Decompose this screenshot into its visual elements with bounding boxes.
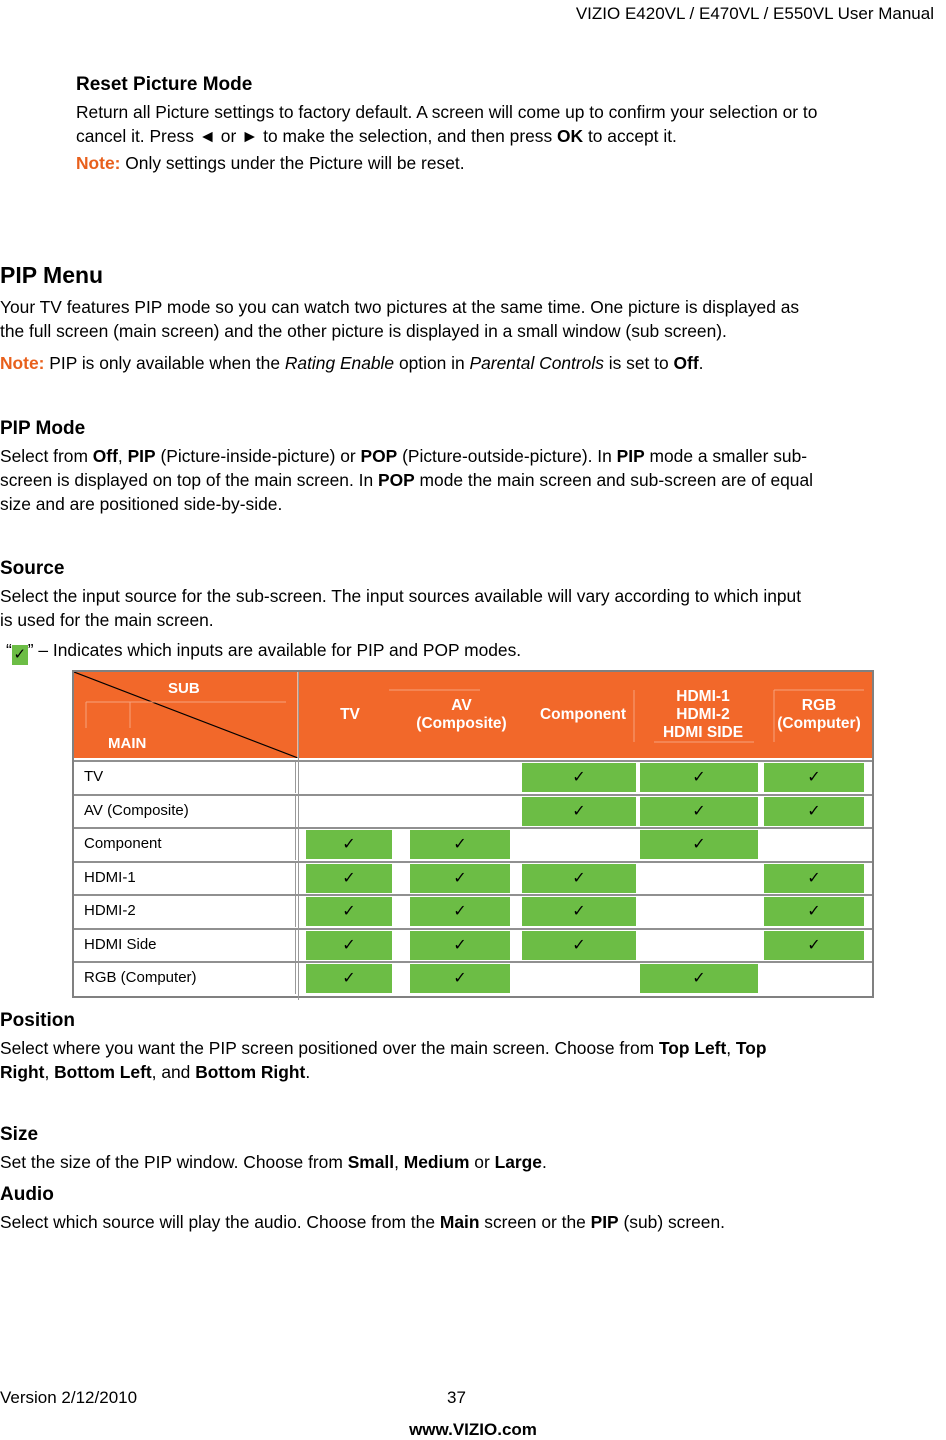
audio-title: Audio <box>0 1184 54 1205</box>
note-label: Note: <box>0 353 45 373</box>
position-title: Position <box>0 1010 75 1031</box>
footer-version: Version 2/12/2010 <box>0 1388 138 1407</box>
pip-menu-line-1: Your TV features PIP mode so you can watch two pictures at the same time. One picture is displayed as <box>0 297 800 317</box>
col-header-av: AV (Composite) <box>416 697 507 732</box>
position-line-1: Select where you want the PIP screen positioned over the main screen. Choose from Top Left, Top <box>0 1038 767 1058</box>
table-row <box>74 794 872 827</box>
check-cell: ✓ <box>306 830 392 859</box>
col-header-component: Component <box>539 706 627 723</box>
check-cell: ✓ <box>522 864 636 893</box>
check-cell: ✓ <box>764 897 864 926</box>
empty-cell <box>410 763 510 792</box>
table-row <box>74 760 872 793</box>
pip-mode-line-1: Select from Off, PIP (Picture-inside-picture) or POP (Picture-outside-picture). In PIP mode a smaller sub- <box>0 446 808 466</box>
empty-cell <box>522 830 636 859</box>
col-header-tv: TV <box>340 706 360 723</box>
col-header-rgb: RGB (Computer) <box>777 697 861 732</box>
audio-section <box>0 1184 946 1234</box>
pip-menu-section <box>0 262 946 375</box>
row-separator <box>74 760 872 762</box>
sub-main-corner-cell <box>74 672 298 758</box>
row-separator <box>74 861 872 863</box>
source-line-1: Select the input source for the sub-screen. The input sources available will vary according to which input <box>0 586 802 606</box>
check-cell: ✓ <box>522 797 636 826</box>
note-label: Note: <box>76 153 121 173</box>
size-section <box>0 1124 946 1174</box>
check-cell: ✓ <box>764 931 864 960</box>
position-line-2: Right, Bottom Left, and Bottom Right. <box>0 1062 311 1082</box>
empty-cell <box>522 964 636 993</box>
table-row <box>74 827 872 860</box>
pip-menu-title: PIP Menu <box>0 262 104 288</box>
main-label: MAIN <box>108 735 147 752</box>
row-separator <box>74 928 872 930</box>
reset-title: Reset Picture Mode <box>76 74 253 95</box>
row-separator <box>74 827 872 829</box>
empty-cell <box>764 964 864 993</box>
row-label: HDMI Side <box>74 928 296 961</box>
reset-line-1: Return all Picture settings to factory default. A screen will come up to confirm your selection or to <box>76 102 818 122</box>
source-section <box>0 558 946 665</box>
table-row <box>74 961 872 994</box>
reset-note: Note: Only settings under the Picture will be reset. <box>76 153 465 173</box>
row-label: Component <box>74 827 296 860</box>
size-line-1: Set the size of the PIP window. Choose from Small, Medium or Large. <box>0 1152 547 1172</box>
empty-cell <box>640 931 758 960</box>
check-cell: ✓ <box>764 864 864 893</box>
row-separator <box>74 794 872 796</box>
empty-cell <box>306 763 392 792</box>
pip-menu-line-2: the full screen (main screen) and the other picture is displayed in a small window (sub screen). <box>0 321 727 341</box>
table-header-row <box>74 672 872 758</box>
check-cell: ✓ <box>306 897 392 926</box>
check-cell: ✓ <box>410 864 510 893</box>
check-cell: ✓ <box>410 897 510 926</box>
reset-line-2: cancel it. Press ◄ or ► to make the selection, and then press OK to accept it. <box>76 126 677 146</box>
check-cell: ✓ <box>306 864 392 893</box>
check-cell: ✓ <box>522 931 636 960</box>
pip-menu-note: Note: PIP is only available when the Rating Enable option in Parental Controls is set to Off. <box>0 353 704 373</box>
reset-picture-mode-section <box>76 74 946 175</box>
check-cell: ✓ <box>764 797 864 826</box>
row-separator <box>74 961 872 963</box>
row-label: HDMI-2 <box>74 894 296 927</box>
audio-line-1: Select which source will play the audio. Choose from the Main screen or the PIP (sub) screen. <box>0 1212 725 1232</box>
empty-cell <box>306 797 392 826</box>
check-cell: ✓ <box>410 931 510 960</box>
footer-url[interactable]: www.VIZIO.com <box>409 1420 537 1439</box>
empty-cell <box>764 830 864 859</box>
pip-mode-title: PIP Mode <box>0 418 86 439</box>
col-header-hdmi: HDMI-1 HDMI-2 HDMI SIDE <box>662 688 744 741</box>
empty-cell <box>640 864 758 893</box>
pip-mode-line-2: screen is displayed on top of the main screen. In POP mode the main screen and sub-screen are of equal <box>0 470 814 490</box>
check-icon: ✓ <box>13 646 27 663</box>
table-row <box>74 928 872 961</box>
footer-page-number: 37 <box>447 1388 466 1407</box>
row-label: RGB (Computer) <box>74 961 296 994</box>
check-cell: ✓ <box>522 763 636 792</box>
row-separator <box>74 894 872 896</box>
empty-cell <box>640 897 758 926</box>
check-cell: ✓ <box>410 830 510 859</box>
source-title: Source <box>0 558 65 579</box>
check-cell: ✓ <box>306 964 392 993</box>
column-divider <box>298 672 299 1000</box>
empty-cell <box>410 797 510 826</box>
row-label: HDMI-1 <box>74 861 296 894</box>
source-legend: “ ✓” – Indicates which inputs are available for PIP and POP modes. <box>6 640 522 663</box>
ok-key: OK <box>557 126 584 146</box>
pip-mode-section <box>0 418 946 516</box>
check-cell: ✓ <box>764 763 864 792</box>
manual-header: VIZIO E420VL / E470VL / E550VL User Manual <box>575 4 934 23</box>
pip-mode-line-3: size and are positioned side-by-side. <box>0 494 283 514</box>
check-cell: ✓ <box>640 763 758 792</box>
row-label: TV <box>74 760 296 793</box>
sub-label: SUB <box>168 680 200 697</box>
table-row <box>74 861 872 894</box>
check-cell: ✓ <box>522 897 636 926</box>
source-line-2: is used for the main screen. <box>0 610 214 630</box>
size-title: Size <box>0 1124 39 1145</box>
check-cell: ✓ <box>410 964 510 993</box>
row-label: AV (Composite) <box>74 794 296 827</box>
position-section <box>0 1010 946 1084</box>
check-cell: ✓ <box>640 797 758 826</box>
pip-compatibility-table <box>72 670 874 998</box>
check-cell: ✓ <box>640 964 758 993</box>
table-row <box>74 894 872 927</box>
check-cell: ✓ <box>640 830 758 859</box>
check-cell: ✓ <box>306 931 392 960</box>
